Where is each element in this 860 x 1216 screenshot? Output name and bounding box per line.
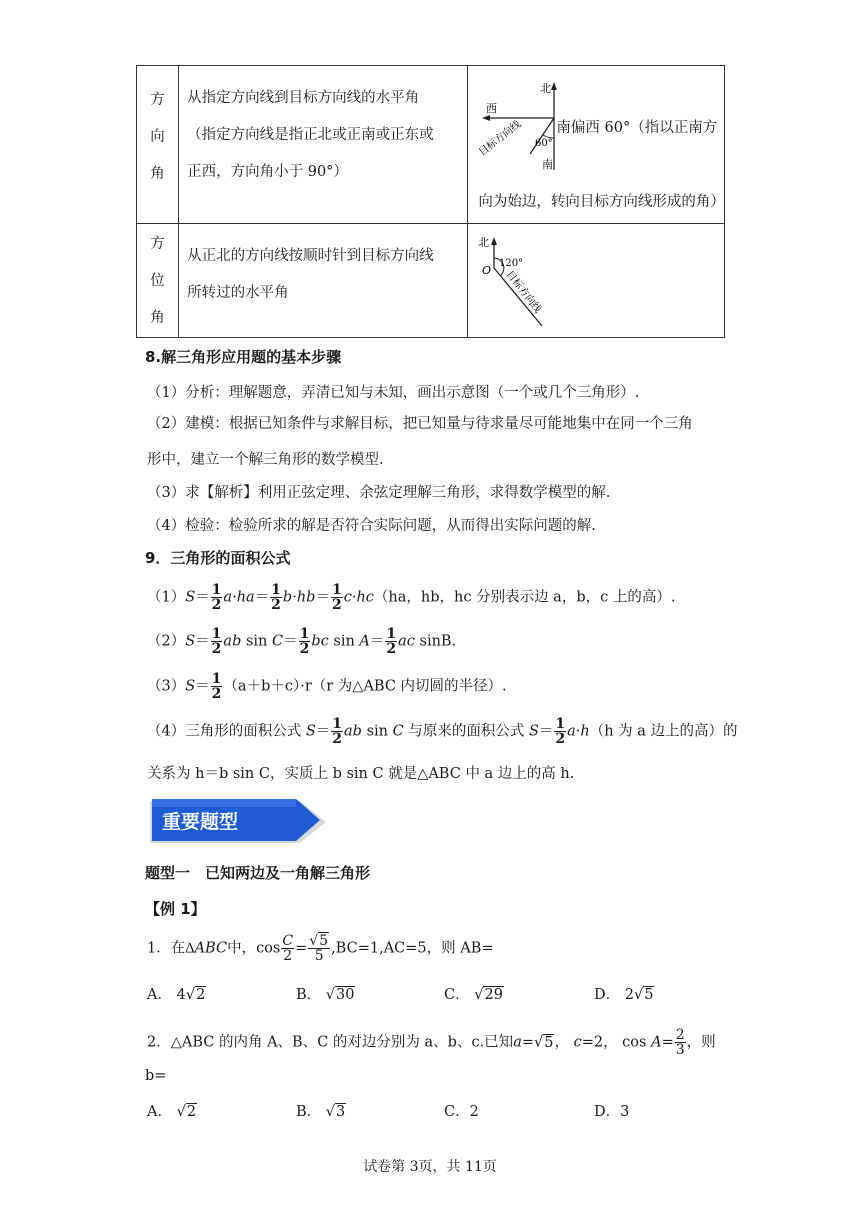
term-cell [137, 224, 179, 338]
origin-label: O [482, 264, 492, 277]
direction-angle-table [136, 65, 725, 338]
definition-cell [179, 66, 468, 224]
formula-1-note: （ha，hb，hc 分别表示边 a，b，c 上的高）. [373, 589, 676, 606]
figure-cell [468, 224, 725, 338]
q2-option-d[interactable]: D．3 [594, 1104, 630, 1120]
q1-option-d[interactable]: D． 2√5 [594, 987, 654, 1003]
north-label: 北 [540, 82, 552, 95]
formula-4-end: （h 为 a 边上的高）的 [589, 723, 738, 740]
bearing-diagram [474, 234, 554, 334]
q1-stem: 1．在 [147, 940, 186, 957]
q1-option-c[interactable]: C． √29 [444, 987, 503, 1003]
section-8-title: 8.解三角形应用题的基本步骤 [145, 348, 342, 366]
page-footer: 试卷第 3页，共 11页 [363, 1159, 497, 1175]
type-1-title: 题型一 已知两边及一角解三角形 [145, 864, 371, 882]
figure-note: 南偏西 60°（指以正南方 [556, 120, 718, 136]
west-label: 西 [486, 102, 498, 115]
formula-2: （2）S＝ $\frac{1}{2}$ ab sin C＝ $\frac{1}{2}$ bc sin A＝ $\frac{1}{2}$ ac sinB. [147, 626, 457, 657]
definition-line: 所转过的水平角 [187, 285, 289, 301]
figure-cell [468, 66, 725, 224]
formula-3: （3）S＝ $\frac{1}{2}$ （a＋b＋c）·r（r 为△ABC 内切圆的半径）. [147, 671, 507, 702]
q2-option-a[interactable]: A． √2 [147, 1104, 197, 1120]
formula-4-line2: 关系为 h＝b sin C，实质上 b sin C 就是△ABC 中 a 边上的高 h. [147, 766, 575, 782]
q1-option-b[interactable]: B． √30 [296, 987, 355, 1003]
definition-line: 从指定方向线到目标方向线的水平角 [187, 90, 420, 106]
step-3: （3）求【解析】利用正弦定理、余弦定理解三角形，求得数学模型的解. [147, 485, 611, 501]
term-char: 方 [150, 92, 165, 108]
formula-3-note: （a＋b＋c）·r（r 为△ABC 内切圆的半径）. [223, 678, 507, 695]
target-line-label: 目标方向线 [504, 269, 544, 316]
figure-note: 向为始边，转向目标方向线形成的角） [478, 194, 725, 210]
question-1: 1．在ΔABC中，cos $\frac{C}{2}$ = $\frac{√5}{5}$ ,BC=1,AC=5，则 AB= [147, 933, 494, 964]
q1-option-a[interactable]: A． 4√2 [147, 987, 206, 1003]
q1-stem: ,BC=1,AC=5，则 AB= [331, 940, 494, 957]
q2-answer-prefix: b= [145, 1068, 167, 1084]
target-line-label: 目标方向线 [477, 118, 524, 159]
example-label: 【例 1】 [145, 900, 206, 918]
formula-1: （1）S＝ $\frac{1}{2}$ a·ha＝ $\frac{1}{2}$ b·hb＝ $\frac{1}{2}$ c·hc（ha，hb，hc 分别表示边 a，b，c 上的高）. [147, 582, 676, 613]
step-2-cont: 形中，建立一个解三角形的数学模型. [147, 452, 384, 468]
direction-angle-diagram [472, 80, 562, 172]
angle-label: 120° [499, 258, 524, 269]
formula-4-mid: 与原来的面积公式 [408, 723, 525, 740]
q2-option-b[interactable]: B． √3 [296, 1104, 346, 1120]
table-row [137, 224, 725, 338]
question-2: 2．△ABC 的内角 A、B、C 的对边分别为 a、b、c.已知a=√5， c=2， cos A= $\frac{2}{3}$ ，则 [147, 1027, 716, 1058]
term-char: 向 [150, 129, 165, 145]
banner-label: 重要题型 [162, 811, 239, 833]
q2-option-c[interactable]: C．2 [444, 1104, 479, 1120]
term-char: 位 [150, 273, 165, 289]
south-label: 南 [542, 158, 554, 171]
step-4: （4）检验：检验所求的解是否符合实际问题，从而得出实际问题的解. [147, 518, 596, 534]
term-char: 角 [150, 166, 165, 182]
important-types-banner [150, 797, 326, 847]
definition-line: 正西，方向角小于 90°） [187, 164, 348, 180]
step-1: （1）分析：理解题意，弄清已知与未知，画出示意图（一个或几个三角形）. [147, 385, 640, 401]
term-char: 方 [150, 236, 165, 252]
q2-stem: ，则 [686, 1034, 716, 1051]
table-row [137, 66, 725, 224]
north-label: 北 [478, 236, 490, 249]
term-cell [137, 66, 179, 224]
q2-stem: 2．△ABC 的内角 A、B、C 的对边分别为 a、b、c.已知 [147, 1034, 514, 1051]
definition-line: 从正北的方向线按顺时针到目标方向线 [187, 248, 434, 264]
term-char: 角 [150, 310, 165, 326]
formula-4: （4）三角形的面积公式 S＝ $\frac{1}{2}$ ab sin C 与原来的面积公式 S＝ $\frac{1}{2}$ a·h（h 为 a 边上的高）的 [147, 716, 738, 747]
definition-cell [179, 224, 468, 338]
angle-label: 60° [535, 138, 554, 149]
section-9-title: 9．三角形的面积公式 [145, 549, 291, 567]
q1-stem: 中， [227, 940, 257, 957]
step-2: （2）建模：根据已知条件与求解目标，把已知量与待求量尽可能地集中在同一个三角 [147, 416, 693, 432]
definition-line: （指定方向线是指正北或正南或正东或 [187, 127, 434, 143]
